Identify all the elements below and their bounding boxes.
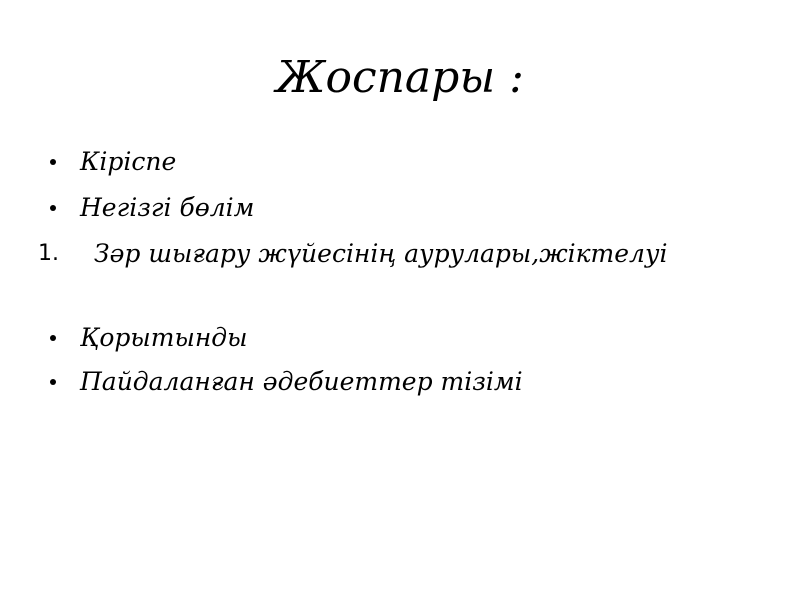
list-item-text: Зәр шығару жүйесінің аурулары,жіктелуі [94,239,668,268]
list-item-text: Пайдаланған әдебиеттер тізімі [80,367,523,396]
bullet-icon [50,205,56,211]
bullet-icon [50,159,56,165]
list-number: 1. [38,241,59,266]
bullet-icon [50,335,56,341]
slide-title: Жоспары : [276,52,524,103]
list-item-text: Қорытынды [80,323,248,352]
list-item-text: Кіріспе [80,147,177,176]
bullet-icon [50,379,56,385]
list-item-text: Негізгі бөлім [80,193,255,222]
